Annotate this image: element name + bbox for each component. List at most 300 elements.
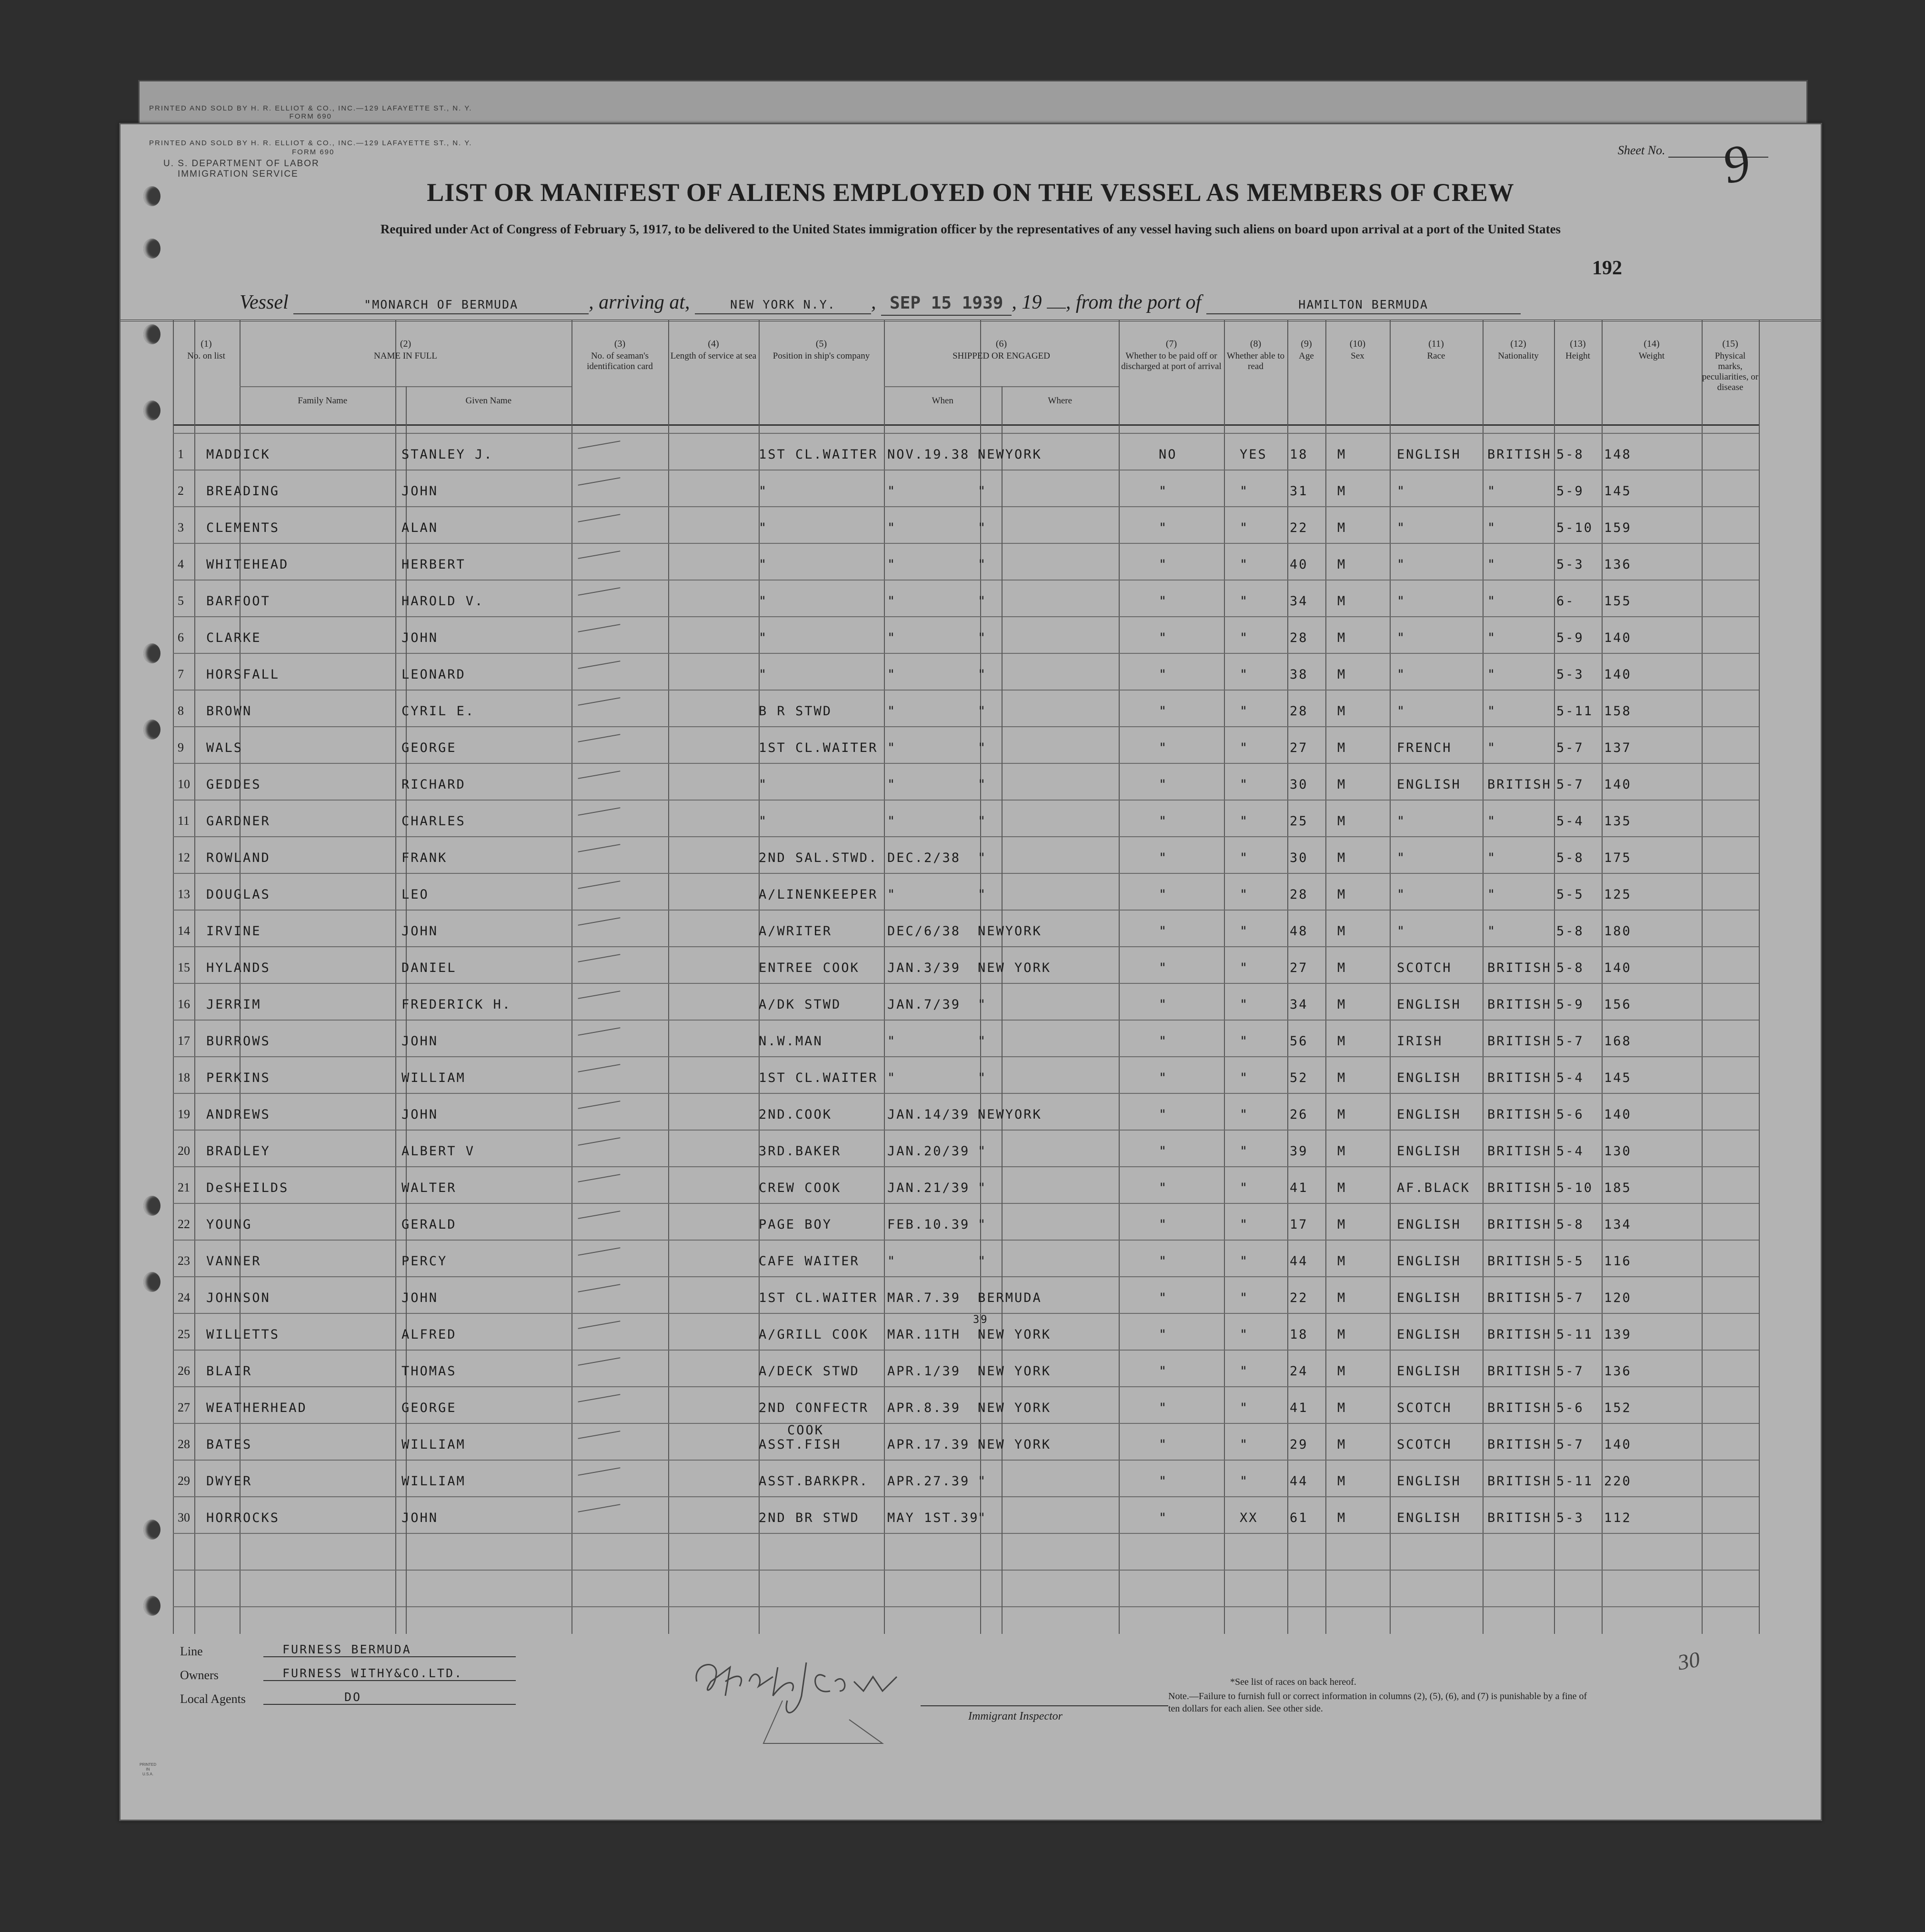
check-mark (578, 771, 621, 779)
cell-where: " (978, 997, 987, 1012)
cell-no: 11 (178, 814, 190, 828)
cell-no: 15 (178, 961, 190, 974)
handwritten-count: 30 (1675, 1647, 1702, 1675)
column-header: (6) SHIPPED OR ENGAGED (952, 339, 1050, 361)
cell-weight: 152 (1604, 1401, 1632, 1415)
cell-when: " (887, 484, 897, 499)
cell-when: JAN.7/39 (887, 997, 961, 1012)
cell-given: LEO (401, 887, 429, 902)
line-label: Line (180, 1644, 203, 1658)
cell-nat: " (1487, 704, 1497, 719)
cell-family: BARFOOT (206, 594, 271, 609)
cell-height: 5-7 (1556, 777, 1584, 792)
cell-sex: M (1337, 1511, 1347, 1525)
cell-weight: 112 (1604, 1511, 1632, 1525)
cell-age: 41 (1290, 1181, 1308, 1195)
cell-race: ENGLISH (1397, 1511, 1461, 1525)
cell-weight: 140 (1604, 961, 1632, 975)
cell-race: " (1397, 594, 1406, 609)
cell-weight: 140 (1604, 667, 1632, 682)
cell-height: 5-6 (1556, 1401, 1584, 1415)
cell-race: " (1397, 924, 1406, 939)
cell-where: " (978, 777, 987, 792)
cell-when: MAR.7.39 (887, 1291, 961, 1305)
cell-where: " (978, 851, 987, 865)
cell-height: 5-5 (1556, 1254, 1584, 1269)
cell-sex: M (1337, 1034, 1347, 1049)
column-divider (240, 320, 241, 1634)
column-divider (668, 320, 669, 1634)
cell-position: N.W.MAN (759, 1034, 823, 1049)
cell-position: " (759, 521, 768, 535)
cell-age: 22 (1290, 521, 1308, 535)
column-divider (173, 320, 174, 1634)
cell-race: " (1397, 814, 1406, 829)
cell-nat: BRITISH (1487, 1254, 1552, 1269)
cell-no: 3 (178, 521, 184, 534)
cell-weight: 140 (1604, 1437, 1632, 1452)
column-header: (1) No. on list (187, 339, 225, 361)
cell-paid: " (1159, 1364, 1168, 1379)
page-subtitle: Required under Act of Congress of February 5, 1917, to be delivered to the United States immigration officer by the representatives of any vessel having such aliens on board upon arrival at a port of the United States (380, 222, 1561, 236)
cell-nat: BRITISH (1487, 1107, 1552, 1122)
cell-read: " (1240, 741, 1249, 755)
check-mark (578, 1284, 621, 1292)
cell-sex: M (1337, 557, 1347, 572)
cell-when: APR.8.39 (887, 1401, 961, 1415)
cell-when: " (887, 594, 897, 609)
column-subheader: When (932, 396, 953, 406)
cell-nat: " (1487, 814, 1497, 829)
cell-sex: M (1337, 667, 1347, 682)
cell-when: DEC.2/38 (887, 851, 961, 865)
cell-nat: BRITISH (1487, 1327, 1552, 1342)
cell-weight: 220 (1604, 1474, 1632, 1489)
check-mark (578, 881, 621, 889)
cell-nat: BRITISH (1487, 1071, 1552, 1085)
cell-weight: 120 (1604, 1291, 1632, 1305)
inspector-signature (692, 1648, 940, 1753)
cell-given: CHARLES (401, 814, 466, 829)
column-subheader: Family Name (298, 396, 348, 406)
cell-paid: " (1159, 1437, 1168, 1452)
cell-nat: BRITISH (1487, 1401, 1552, 1415)
cell-height: 5-9 (1556, 484, 1584, 499)
cell-where: " (978, 741, 987, 755)
check-mark (578, 1394, 621, 1402)
cell-no: 17 (178, 1034, 190, 1048)
cell-race: " (1397, 521, 1406, 535)
cell-family: BROWN (206, 704, 252, 719)
cell-given: ALFRED (401, 1327, 457, 1342)
cell-no: 9 (178, 741, 184, 754)
cell-no: 20 (178, 1144, 190, 1158)
cell-when: " (887, 814, 897, 829)
cell-when: " (887, 887, 897, 902)
cell-family: JERRIM (206, 997, 261, 1012)
cell-given: JOHN (401, 1107, 439, 1122)
cell-race: ENGLISH (1397, 997, 1461, 1012)
cell-sex: M (1337, 1254, 1347, 1269)
cell-nat: BRITISH (1487, 1181, 1552, 1195)
cell-age: 34 (1290, 594, 1308, 609)
cell-no: 22 (178, 1217, 190, 1231)
cell-where: NEWYORK (978, 1107, 1042, 1122)
cell-race: " (1397, 851, 1406, 865)
cell-where: " (978, 1144, 987, 1159)
cell-given: HERBERT (401, 557, 466, 572)
cell-no: 24 (178, 1291, 190, 1304)
cell-weight: 185 (1604, 1181, 1632, 1195)
check-mark (578, 440, 621, 449)
cell-no: 23 (178, 1254, 190, 1268)
cell-given: GEORGE (401, 1401, 457, 1415)
check-mark (578, 477, 621, 486)
column-subheader: Where (1048, 396, 1073, 406)
cell-no: 13 (178, 887, 190, 901)
cell-given: JOHN (401, 484, 439, 499)
cell-family: DWYER (206, 1474, 252, 1489)
cell-when: JAN.20/39 (887, 1144, 970, 1159)
cell-position: " (759, 631, 768, 645)
cell-no: 29 (178, 1474, 190, 1488)
check-mark (578, 697, 621, 706)
cell-read: " (1240, 1401, 1249, 1415)
cell-race: " (1397, 704, 1406, 719)
cell-height: 5-8 (1556, 961, 1584, 975)
cell-age: 61 (1290, 1511, 1308, 1525)
cell-where: " (978, 704, 987, 719)
manifest-page (119, 123, 1822, 1821)
cell-position: PAGE BOY (759, 1217, 832, 1232)
column-header: (11) Race (1427, 339, 1445, 361)
cell-paid: " (1159, 594, 1168, 609)
cell-given: LEONARD (401, 667, 466, 682)
page-title: LIST OR MANIFEST OF ALIENS EMPLOYED ON THE VESSEL AS MEMBERS OF CREW (427, 178, 1514, 207)
cell-when: " (887, 1071, 897, 1085)
union-label-icon: PRINTED IN U.S.A. (140, 1762, 157, 1776)
cell-where: " (978, 1254, 987, 1269)
departure-port: HAMILTON BERMUDA (1206, 298, 1521, 314)
cell-given: GERALD (401, 1217, 457, 1232)
column-header: (13) Height (1565, 339, 1590, 361)
cell-height: 5-6 (1556, 1107, 1584, 1122)
vessel-name: "MONARCH OF BERMUDA (293, 298, 589, 314)
cell-nat: " (1487, 741, 1497, 755)
cell-sex: M (1337, 1401, 1347, 1415)
cell-paid: " (1159, 741, 1168, 755)
check-mark (578, 1211, 621, 1219)
cell-family: HYLANDS (206, 961, 271, 975)
cell-height: 5-7 (1556, 1437, 1584, 1452)
check-mark (578, 587, 621, 596)
cell-race: " (1397, 484, 1406, 499)
cell-when: APR.17.39 (887, 1437, 970, 1452)
cell-no: 5 (178, 594, 184, 608)
cell-no: 21 (178, 1181, 190, 1194)
cell-height: 5-3 (1556, 1511, 1584, 1525)
cell-position: ENTREE COOK (759, 961, 860, 975)
cell-height: 5-9 (1556, 631, 1584, 645)
cell-given: JOHN (401, 924, 439, 939)
cell-read: " (1240, 1034, 1249, 1049)
cell-weight: 175 (1604, 851, 1632, 865)
cell-race: AF.BLACK (1397, 1181, 1471, 1195)
cell-nat: BRITISH (1487, 1364, 1552, 1379)
cell-weight: 135 (1604, 814, 1632, 829)
cell-age: 41 (1290, 1401, 1308, 1415)
cell-height: 5-3 (1556, 557, 1584, 572)
cell-no: 12 (178, 851, 190, 864)
inspector-label: Immigrant Inspector (968, 1710, 1063, 1722)
cell-no: 25 (178, 1327, 190, 1341)
cell-family: ROWLAND (206, 851, 271, 865)
cell-sex: M (1337, 924, 1347, 939)
sheet-number-label: Sheet No. (1618, 143, 1768, 158)
cell-nat: " (1487, 887, 1497, 902)
cell-sex: M (1337, 484, 1347, 499)
cell-paid: " (1159, 704, 1168, 719)
cell-where: NEW YORK (978, 1364, 1052, 1379)
cell-given: WILLIAM (401, 1437, 466, 1452)
cell-read: " (1240, 1437, 1249, 1452)
cell-height: 5-8 (1556, 851, 1584, 865)
check-mark (578, 1467, 621, 1476)
cell-when: APR.1/39 (887, 1364, 961, 1379)
cell-age: 18 (1290, 1327, 1308, 1342)
cell-weight: 130 (1604, 1144, 1632, 1159)
cell-paid: " (1159, 631, 1168, 645)
column-divider (1224, 320, 1225, 1634)
cell-sex: M (1337, 1144, 1347, 1159)
check-mark (578, 991, 621, 999)
cell-age: 52 (1290, 1071, 1308, 1085)
cell-given: JOHN (401, 1034, 439, 1049)
cell-sex: M (1337, 1107, 1347, 1122)
cell-age: 18 (1290, 447, 1308, 462)
cell-family: PERKINS (206, 1071, 271, 1085)
cell-read: " (1240, 631, 1249, 645)
cell-where: " (978, 1071, 987, 1085)
cell-family: MADDICK (206, 447, 271, 462)
cell-sex: M (1337, 887, 1347, 902)
cell-position: A/GRILL COOK (759, 1327, 869, 1342)
cell-weight: 158 (1604, 704, 1632, 719)
cell-sex: M (1337, 447, 1347, 462)
cell-where: " (978, 1511, 987, 1525)
cell-age: 31 (1290, 484, 1308, 499)
owners-label: Owners (180, 1668, 219, 1682)
cell-read: " (1240, 997, 1249, 1012)
column-header: (14) Weight (1638, 339, 1665, 361)
cell-position: A/LINENKEEPER (759, 887, 878, 902)
arrival-port: NEW YORK N.Y. (695, 298, 871, 314)
cell-when: NOV.19.38 (887, 447, 970, 462)
line-value: FURNESS BERMUDA (263, 1642, 516, 1657)
column-header: (3) No. of seaman's identification card (587, 339, 653, 371)
cell-height: 5-7 (1556, 741, 1584, 755)
cell-family: DOUGLAS (206, 887, 271, 902)
cell-nat: BRITISH (1487, 1144, 1552, 1159)
cell-paid: " (1159, 1291, 1168, 1305)
cell-where: BERMUDA (978, 1291, 1042, 1305)
cell-when: " (887, 557, 897, 572)
cell-where: " (978, 887, 987, 902)
cell-nat: " (1487, 594, 1497, 609)
cell-weight: 134 (1604, 1217, 1632, 1232)
cell-sex: M (1337, 777, 1347, 792)
cell-height: 5-7 (1556, 1364, 1584, 1379)
cell-weight: 140 (1604, 1107, 1632, 1122)
cell-where: NEWYORK (978, 924, 1042, 939)
cell-nat: " (1487, 484, 1497, 499)
cell-no: 16 (178, 997, 190, 1011)
cell-nat: BRITISH (1487, 1437, 1552, 1452)
cell-position: " (759, 667, 768, 682)
cell-nat: BRITISH (1487, 1511, 1552, 1525)
cell-age: 22 (1290, 1291, 1308, 1305)
cell-age: 48 (1290, 924, 1308, 939)
cell-family: HORROCKS (206, 1511, 280, 1525)
cell-family: JOHNSON (206, 1291, 271, 1305)
cell-weight: 125 (1604, 887, 1632, 902)
cell-when: MAY 1ST.39 (887, 1511, 979, 1525)
cell-race: SCOTCH (1397, 1437, 1452, 1452)
cell-read: " (1240, 1291, 1249, 1305)
cell-sex: M (1337, 997, 1347, 1012)
cell-paid: " (1159, 1401, 1168, 1415)
cell-race: ENGLISH (1397, 1364, 1461, 1379)
cell-family: DeSHEILDS (206, 1181, 289, 1195)
column-divider (571, 320, 572, 1634)
cell-paid: " (1159, 1254, 1168, 1269)
cell-given: WALTER (401, 1181, 457, 1195)
cell-paid: NO (1159, 447, 1177, 462)
owners-value: FURNESS WITHY&CO.LTD. (263, 1666, 516, 1681)
check-mark (578, 551, 621, 559)
cell-weight: 139 (1604, 1327, 1632, 1342)
cell-position: 1ST CL.WAITER (759, 447, 878, 462)
cell-age: 30 (1290, 851, 1308, 865)
cell-where: " (978, 667, 987, 682)
column-subheader: Given Name (465, 396, 512, 406)
cell-given: RICHARD (401, 777, 466, 792)
punch-hole (143, 239, 160, 259)
cell-position: CAFE WAITER (759, 1254, 860, 1269)
cell-where: " (978, 1034, 987, 1049)
cell-read: " (1240, 704, 1249, 719)
printer-imprint: PRINTED AND SOLD BY H. R. ELLIOT & CO., INC.—129 LAFAYETTE ST., N. Y. FORM 690 (149, 139, 472, 156)
cell-family: CLEMENTS (206, 521, 280, 535)
check-mark (578, 1357, 621, 1366)
cell-where: " (978, 1474, 987, 1489)
cell-given: CYRIL E. (401, 704, 475, 719)
cell-no: 27 (178, 1401, 190, 1414)
cell-position: 2ND SAL.STWD. (759, 851, 878, 865)
cell-paid: " (1159, 924, 1168, 939)
cell-sex: M (1337, 814, 1347, 829)
cell-when: " (887, 1254, 897, 1269)
sheet-number: 9 (1717, 132, 1755, 195)
column-header: (2) NAME IN FULL (374, 339, 437, 361)
cell-read: YES (1240, 447, 1267, 462)
check-mark (578, 734, 621, 742)
cell-height: 5-3 (1556, 667, 1584, 682)
cell-race: ENGLISH (1397, 1327, 1461, 1342)
cell-sex: M (1337, 1474, 1347, 1489)
cell-no: 14 (178, 924, 190, 938)
cell-read: " (1240, 1107, 1249, 1122)
cell-weight: 140 (1604, 631, 1632, 645)
cell-paid: " (1159, 667, 1168, 682)
cell-weight: 140 (1604, 777, 1632, 792)
column-divider (980, 320, 981, 1634)
agents-label: Local Agents (180, 1692, 246, 1706)
cell-sex: M (1337, 1071, 1347, 1085)
cell-position: " (759, 557, 768, 572)
cell-nat: BRITISH (1487, 1291, 1552, 1305)
cell-nat: BRITISH (1487, 777, 1552, 792)
cell-weight: 155 (1604, 594, 1632, 609)
cell-age: 26 (1290, 1107, 1308, 1122)
cell-where: " (978, 557, 987, 572)
cell-read: " (1240, 814, 1249, 829)
cell-weight: 136 (1604, 1364, 1632, 1379)
column-header: (12) Nationality (1498, 339, 1539, 361)
cell-age: 39 (1290, 1144, 1308, 1159)
cell-race: ENGLISH (1397, 1291, 1461, 1305)
cell-paid: " (1159, 1107, 1168, 1122)
cell-paid: " (1159, 814, 1168, 829)
cell-where: NEWYORK (978, 447, 1042, 462)
cell-position: 2ND BR STWD (759, 1511, 860, 1525)
cell-when: " (887, 521, 897, 535)
cell-no: 18 (178, 1071, 190, 1084)
cell-race: ENGLISH (1397, 1474, 1461, 1489)
cell-weight: 156 (1604, 997, 1632, 1012)
cell-given: GEORGE (401, 741, 457, 755)
cell-position: ASST.FISH (759, 1437, 842, 1452)
cell-given: JOHN (401, 631, 439, 645)
cell-nat: BRITISH (1487, 1474, 1552, 1489)
cell-paid: " (1159, 1071, 1168, 1085)
cell-when: MAR.11TH (887, 1327, 961, 1342)
cell-when: " (887, 704, 897, 719)
cell-paid: " (1159, 1474, 1168, 1489)
cell-sex: M (1337, 1217, 1347, 1232)
cell-where: " (978, 484, 987, 499)
cell-nat: " (1487, 631, 1497, 645)
cell-given: JOHN (401, 1291, 439, 1305)
cell-position-note: COOK (787, 1423, 824, 1438)
cell-given: ALBERT V (401, 1144, 475, 1159)
column-divider (759, 320, 760, 1634)
cell-height: 5-8 (1556, 924, 1584, 939)
cell-sex: M (1337, 1364, 1347, 1379)
serial-number: 192 (1592, 257, 1622, 279)
cell-paid: " (1159, 887, 1168, 902)
cell-height: 5-9 (1556, 997, 1584, 1012)
column-divider (1325, 320, 1326, 1634)
check-mark (578, 1247, 621, 1256)
check-mark (578, 1101, 621, 1109)
cell-read: " (1240, 887, 1249, 902)
cell-position: " (759, 777, 768, 792)
cell-position: 1ST CL.WAITER (759, 1071, 878, 1085)
cell-no: 2 (178, 484, 184, 498)
cell-sex: M (1337, 521, 1347, 535)
cell-where: " (978, 631, 987, 645)
